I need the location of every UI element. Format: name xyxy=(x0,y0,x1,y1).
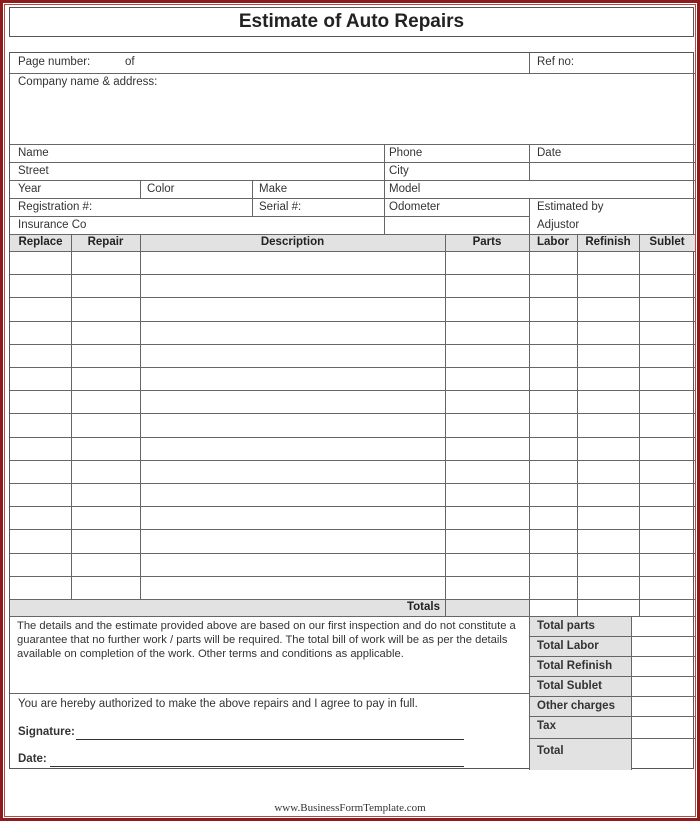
model-label: Model xyxy=(389,183,421,195)
table-row-line xyxy=(10,553,695,554)
total-parts-label: Total parts xyxy=(537,620,595,632)
col-header-sublet: Sublet xyxy=(649,236,685,248)
col-line xyxy=(445,234,446,616)
col-line xyxy=(140,180,141,198)
row-line xyxy=(10,73,695,74)
row-line xyxy=(10,216,529,217)
col-line xyxy=(577,234,578,616)
total-sublet-label: Total Sublet xyxy=(537,680,602,692)
summary-line xyxy=(529,716,695,717)
summary-line xyxy=(529,636,695,637)
table-row-line xyxy=(10,483,695,484)
city-label: City xyxy=(389,165,409,177)
col-line xyxy=(71,234,72,599)
tax-label: Tax xyxy=(537,720,556,732)
col-line xyxy=(639,234,640,616)
of-label: of xyxy=(125,56,135,68)
summary-line xyxy=(529,676,695,677)
street-label: Street xyxy=(18,165,49,177)
serial-label: Serial #: xyxy=(259,201,302,213)
date-sign-label: Date: xyxy=(18,753,47,765)
row-line xyxy=(10,180,695,181)
disclaimer-text: The details and the estimate provided above are based on our first inspection and do not constitute a guarantee that no further work / parts will be required. The total bill of work will be as per the details available on completion of the work. Other terms and conditions as applicable. xyxy=(17,620,516,660)
col-header-repair: Repair xyxy=(87,236,124,248)
date-line[interactable] xyxy=(50,766,464,767)
phone-label: Phone xyxy=(389,147,423,159)
col-line xyxy=(140,234,141,599)
summary-line xyxy=(529,696,695,697)
footer-url: www.BusinessFormTemplate.com xyxy=(274,802,426,814)
col-line xyxy=(529,198,530,234)
color-label: Color xyxy=(147,183,175,195)
row-line xyxy=(10,251,695,252)
total-label: Total xyxy=(537,745,564,757)
table-row-line xyxy=(10,576,695,577)
year-label: Year xyxy=(18,183,42,195)
table-row-line xyxy=(10,460,695,461)
table-row-line xyxy=(10,367,695,368)
totals-row-shading xyxy=(10,599,529,616)
col-header-parts: Parts xyxy=(472,236,502,248)
table-row-line xyxy=(10,274,695,275)
total-labor-label: Total Labor xyxy=(537,640,599,652)
other-charges-label: Other charges xyxy=(537,700,615,712)
summary-line xyxy=(529,656,695,657)
total-refinish-label: Total Refinish xyxy=(537,660,613,672)
table-row-line xyxy=(10,437,695,438)
estimate-form xyxy=(9,52,694,769)
table-row-line xyxy=(10,344,695,345)
col-header-labor: Labor xyxy=(537,236,569,248)
table-row-line xyxy=(10,321,695,322)
row-line xyxy=(10,599,695,600)
col-header-replace: Replace xyxy=(18,236,63,248)
company-address-label: Company name & address: xyxy=(18,76,158,88)
col-line xyxy=(529,53,530,73)
signature-label: Signature: xyxy=(18,726,75,738)
row-line xyxy=(10,234,695,235)
table-row-line xyxy=(10,529,695,530)
ref-no-label: Ref no: xyxy=(537,56,575,68)
date-label: Date xyxy=(537,147,562,159)
row-line xyxy=(10,144,695,145)
signature-line[interactable] xyxy=(76,739,464,740)
col-line xyxy=(529,234,530,770)
table-row-line xyxy=(10,297,695,298)
col-line xyxy=(384,144,385,234)
registration-label: Registration #: xyxy=(18,201,93,213)
name-label: Name xyxy=(18,147,49,159)
estimated-by-label: Estimated by xyxy=(537,201,604,213)
table-row-line xyxy=(10,413,695,414)
table-row-line xyxy=(10,390,695,391)
row-line xyxy=(10,198,695,199)
totals-label: Totals xyxy=(406,601,440,613)
col-line xyxy=(252,180,253,216)
page-number-label: Page number: xyxy=(18,56,91,68)
col-header-refinish: Refinish xyxy=(585,236,631,248)
authorization-text: You are hereby authorized to make the above repairs and I agree to pay in full. xyxy=(18,698,418,710)
row-line xyxy=(10,616,695,617)
make-label: Make xyxy=(259,183,288,195)
col-header-description: Description xyxy=(260,236,325,248)
row-line xyxy=(10,162,695,163)
row-line xyxy=(10,693,529,694)
adjustor-label: Adjustor xyxy=(537,219,580,231)
col-line xyxy=(631,616,632,770)
odometer-label: Odometer xyxy=(389,201,441,213)
table-row-line xyxy=(10,506,695,507)
form-title: Estimate of Auto Repairs xyxy=(9,7,694,37)
insurance-label: Insurance Co xyxy=(18,219,87,231)
col-line xyxy=(529,144,530,180)
summary-line xyxy=(529,738,695,739)
